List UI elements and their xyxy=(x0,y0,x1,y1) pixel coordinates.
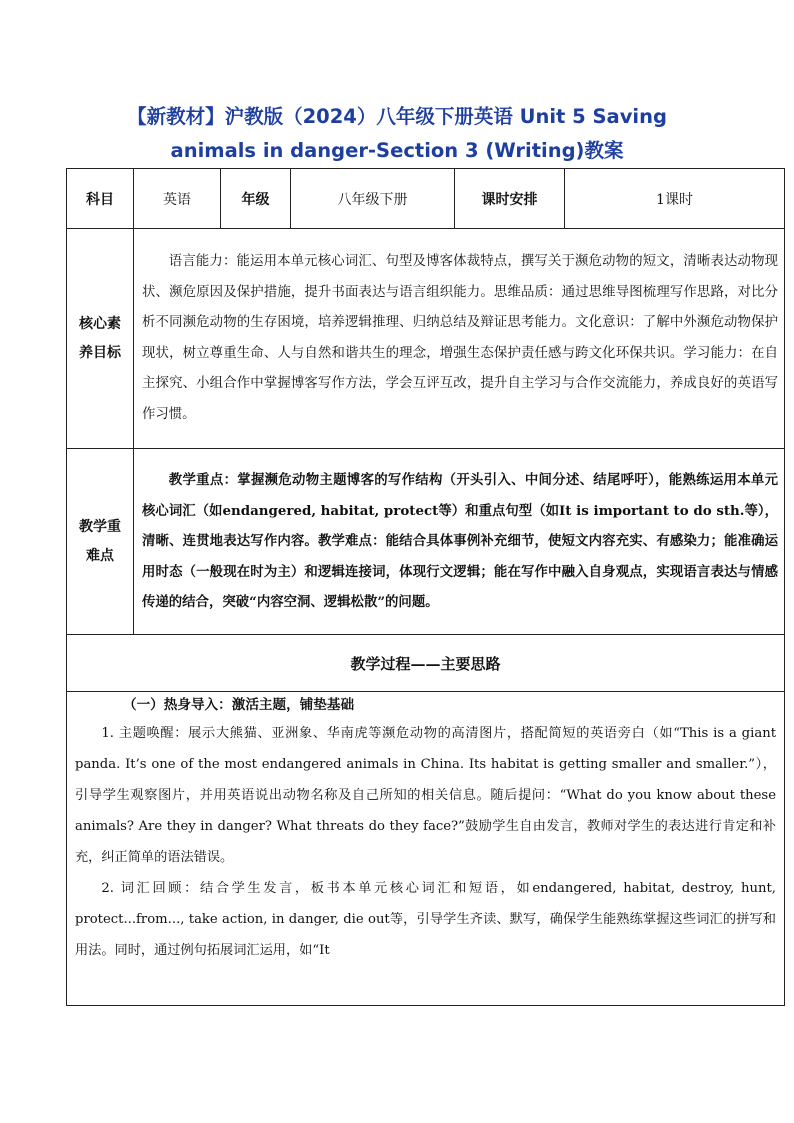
grade-value: 八年级下册 xyxy=(291,169,455,229)
keypoints-cell xyxy=(134,449,785,635)
warmup-paragraph-2: 2. 词汇回顾：结合学生发言，板书本单元核心词汇和短语，如endangered, habitat, destroy, hunt, protect...from..., take action, in danger, die out等，引导学生齐读、默写，确保学生能熟练掌握这些词汇的拼写和用法。同时，通过例句拓展词汇运用，如“It xyxy=(75,881,776,958)
grade-label: 年级 xyxy=(221,169,291,229)
process-heading: 教学过程——主要思路 xyxy=(67,635,785,692)
title-line-2: animals in danger-Section 3 (Writing)教案 xyxy=(170,139,624,162)
warmup-section-heading: （一）热身导入：激活主题，铺垫基础 xyxy=(123,697,355,713)
lesson-plan-table xyxy=(66,168,785,1006)
subject-label: 科目 xyxy=(67,169,134,229)
competency-label xyxy=(67,229,134,449)
process-body-row xyxy=(67,692,785,1006)
competency-cell xyxy=(134,229,785,449)
subject-value: 英语 xyxy=(134,169,221,229)
hours-label: 课时安排 xyxy=(455,169,565,229)
warmup-paragraph-1: 1. 主题唤醒：展示大熊猫、亚洲象、华南虎等濒危动物的高清图片，搭配简短的英语旁白（如“This is a giant panda. It’s one of the most endangered animals in China. Its habitat is getting smaller and smaller.”），引导学生观察图片，并用英语说出动物名称及自己所知的相关信息。随后提问：“What do you know about these animals? Are they in danger? What threats do they face?”鼓励学生自由发言，教师对学生的表达进行肯定和补充，纠正简单的语法错误。 xyxy=(75,726,776,865)
keypoints-text: 教学重点：掌握濒危动物主题博客的写作结构（开头引入、中间分述、结尾呼吁），能熟练运用本单元核心词汇（如endangered, habitat, protect等）和重点句型（如It is important to do sth.等），清晰、连贯地表达写作内容。教学难点：能结合具体事例补充细节，使短文内容充实、有感染力；能准确运用时态（一般现在时为主）和逻辑连接词，体现行文逻辑；能在写作中融入自身观点，实现语言表达与情感传递的结合，突破“内容空洞、逻辑松散”的问题。 xyxy=(142,472,778,611)
competency-label-line-1: 核心素 xyxy=(79,315,121,332)
hours-value: 1课时 xyxy=(565,169,785,229)
keypoints-label-line-1: 教学重 xyxy=(79,518,121,535)
document-title xyxy=(60,100,734,168)
header-row xyxy=(67,169,785,229)
process-heading-row xyxy=(67,635,785,692)
competency-row xyxy=(67,229,785,449)
competency-text: 语言能力：能运用本单元核心词汇、句型及博客体裁特点，撰写关于濒危动物的短文，清晰表达动物现状、濒危原因及保护措施，提升书面表达与语言组织能力。思维品质：通过思维导图梳理写作思路，对比分析不同濒危动物的生存困境，培养逻辑推理、归纳总结及辩证思考能力。文化意识：了解中外濒危动物保护现状，树立尊重生命、人与自然和谐共生的理念，增强生态保护责任感与跨文化环保共识。学习能力：在自主探究、小组合作中掌握博客写作方法，学会互评互改，提升自主学习与合作交流能力，养成良好的英语写作习惯。 xyxy=(142,254,778,422)
process-body xyxy=(67,692,785,1006)
keypoints-row xyxy=(67,449,785,635)
title-line-1: 【新教材】沪教版（2024）八年级下册英语 Unit 5 Saving xyxy=(127,105,667,128)
keypoints-label-line-2: 难点 xyxy=(86,547,114,564)
competency-label-line-2: 养目标 xyxy=(79,344,121,361)
keypoints-label xyxy=(67,449,134,635)
